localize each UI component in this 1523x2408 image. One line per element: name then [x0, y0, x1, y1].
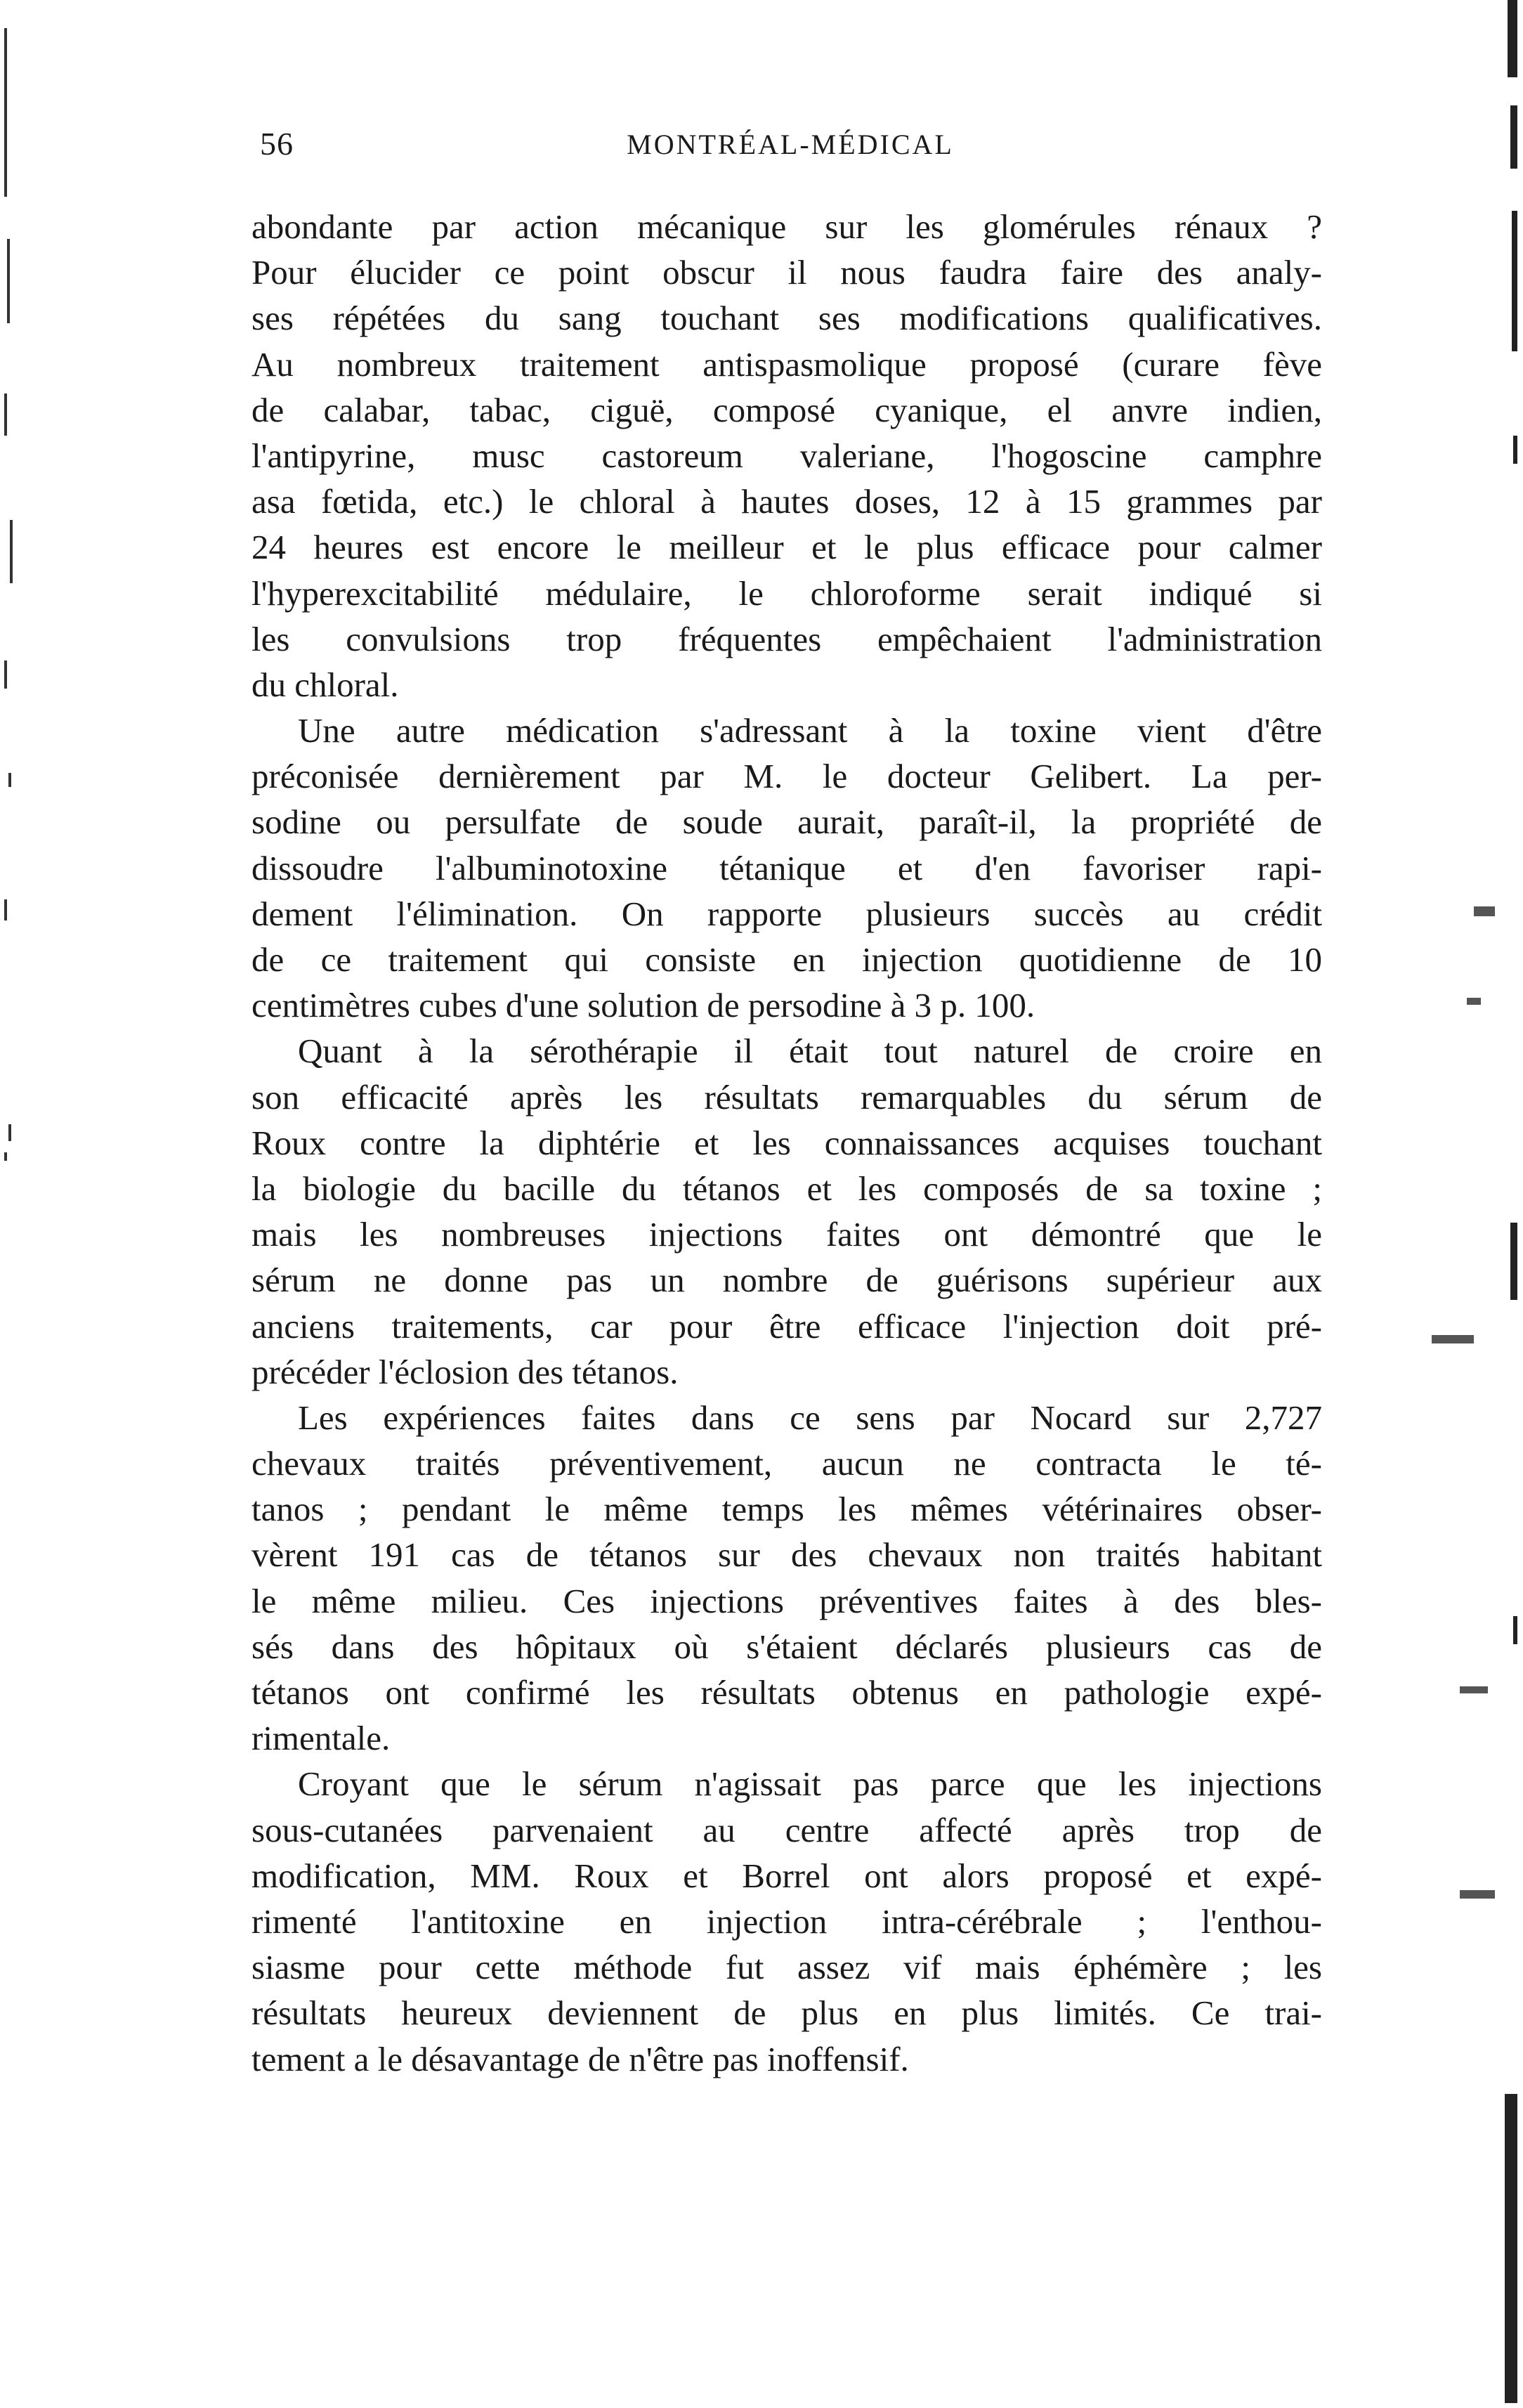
text-line: du chloral. [251, 665, 399, 704]
text-line: Roux contre la diphtérie et les connaissances acquises touchant [251, 1123, 1322, 1162]
text-line: son efficacité après les résultats remarquables du sérum de [251, 1077, 1322, 1117]
scan-right-edge [1439, 0, 1523, 2408]
scan-binding-edge [0, 28, 15, 2347]
text-line: le même milieu. Ces injections préventives faites à des bles- [251, 1581, 1322, 1620]
text-line: mais les nombreuses injections faites ont démontré que le [251, 1215, 1322, 1254]
text-line: Pour élucider ce point obscur il nous faudra faire des analy- [251, 253, 1322, 292]
body-text [251, 204, 1322, 2082]
text-line: tement a le désavantage de n'être pas inoffensif. [251, 2039, 909, 2078]
text-line: ses répétées du sang touchant ses modifications qualificatives. [251, 299, 1322, 338]
text-line: rimenté l'antitoxine en injection intra-cérébrale ; l'enthou- [251, 1901, 1322, 1941]
text-line: de calabar, tabac, ciguë, composé cyanique, el anvre indien, [251, 390, 1322, 429]
text-line: tanos ; pendant le même temps les mêmes vétérinaires obser- [251, 1490, 1322, 1529]
text-line: vèrent 191 cas de tétanos sur des chevaux non traités habitant [251, 1535, 1322, 1575]
text-line: Croyant que le sérum n'agissait pas parce que les injections [298, 1764, 1322, 1804]
paragraph-1 [251, 204, 1322, 708]
text-line: dissoudre l'albuminotoxine tétanique et d'en favoriser rapi- [251, 848, 1322, 887]
text-line: Quant à la sérothérapie il était tout naturel de croire en [298, 1031, 1322, 1071]
text-line: siasme pour cette méthode fut assez vif mais éphémère ; les [251, 1948, 1322, 1987]
text-line: Une autre médication s'adressant à la toxine vient d'être [298, 711, 1322, 750]
text-line: anciens traitements, car pour être efficace l'injection doit pré- [251, 1306, 1322, 1346]
paragraph-4 [251, 1395, 1322, 1762]
text-line: sous-cutanées parvenaient au centre affecté après trop de [251, 1810, 1322, 1849]
text-line: chevaux traités préventivement, aucun ne contracta le té- [251, 1444, 1322, 1483]
text-line: centimètres cubes d'une solution de persodine à 3 p. 100. [251, 986, 1035, 1025]
text-line: l'hyperexcitabilité médulaire, le chloroforme serait indiqué si [251, 573, 1322, 613]
text-line: Au nombreux traitement antispasmolique proposé (curare fève [251, 344, 1322, 384]
text-line: tétanos ont confirmé les résultats obtenus en pathologie expé- [251, 1673, 1322, 1712]
text-line: précéder l'éclosion des tétanos. [251, 1352, 679, 1391]
text-line: les convulsions trop fréquentes empêchaient l'administration [251, 619, 1322, 658]
text-line: rimentale. [251, 1719, 391, 1758]
text-line: la biologie du bacille du tétanos et les composés de sa toxine ; [251, 1169, 1322, 1208]
text-line: asa fœtida, etc.) le chloral à hautes doses, 12 à 15 grammes par [251, 482, 1322, 521]
running-title: MONTRÉAL-MÉDICAL [627, 129, 954, 160]
paragraph-3 [251, 1028, 1322, 1395]
text-line: l'antipyrine, musc castoreum valeriane, l'hogoscine camphre [251, 436, 1322, 475]
text-line: dement l'élimination. On rapporte plusieurs succès au crédit [251, 894, 1322, 933]
text-line: Les expériences faites dans ce sens par Nocard sur 2,727 [298, 1398, 1322, 1437]
text-line: 24 heures est encore le meilleur et le plus efficace pour calmer [251, 528, 1322, 567]
paragraph-2 [251, 708, 1322, 1028]
page-number: 56 [260, 126, 294, 162]
paragraph-5 [251, 1761, 1322, 2081]
text-line: modification, MM. Roux et Borrel ont alors proposé et expé- [251, 1856, 1322, 1895]
text-line: de ce traitement qui consiste en injection quotidienne de 10 [251, 940, 1322, 979]
text-line: sérum ne donne pas un nombre de guérisons supérieur aux [251, 1261, 1322, 1300]
text-line: sés dans des hôpitaux où s'étaient déclarés plusieurs cas de [251, 1627, 1322, 1666]
text-line: préconisée dernièrement par M. le docteur Gelibert. La per- [251, 757, 1322, 796]
text-line: résultats heureux deviennent de plus en plus limités. Ce trai- [251, 1993, 1322, 2033]
text-line: abondante par action mécanique sur les glomérules rénaux ? [251, 207, 1322, 246]
text-line: sodine ou persulfate de soude aurait, paraît-il, la propriété de [251, 802, 1322, 842]
page-header [260, 125, 1321, 174]
